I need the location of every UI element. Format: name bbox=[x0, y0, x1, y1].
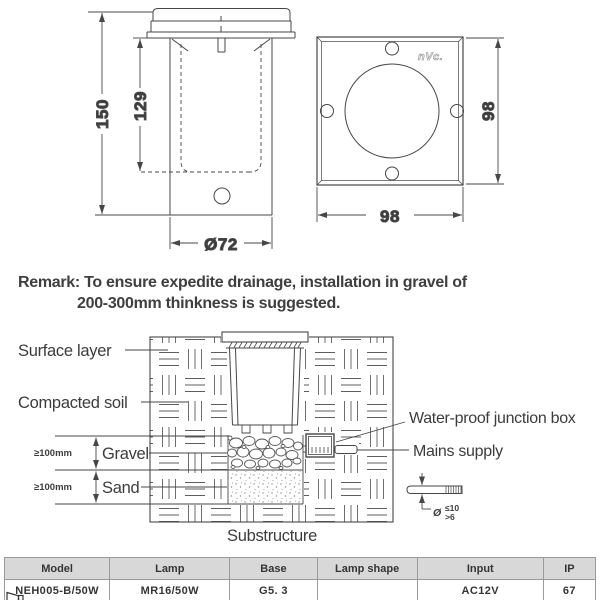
nvc-logo: nVc. bbox=[418, 51, 444, 63]
cell-input: AC12V bbox=[417, 580, 543, 600]
extension-lines bbox=[88, 12, 272, 249]
gravel-layer bbox=[228, 436, 303, 470]
label-mains-supply: Mains supply bbox=[413, 443, 503, 460]
side-view-drawing bbox=[88, 9, 295, 255]
label-gravel: Gravel bbox=[102, 445, 149, 463]
label-substructure: Substructure bbox=[227, 527, 317, 545]
dim-plate-height: 98 bbox=[479, 101, 498, 121]
remark-line-2: 200-300mm thinkness is suggested. bbox=[77, 295, 341, 312]
dimension-drawings bbox=[0, 0, 600, 265]
dimension-lines bbox=[102, 13, 271, 243]
spec-table-header-row bbox=[5, 558, 596, 580]
label-sand-min-depth: ≥100mm bbox=[34, 482, 72, 493]
inner-profile-dashed bbox=[141, 44, 261, 172]
lens-opening bbox=[345, 64, 439, 158]
header-input: Input bbox=[417, 558, 543, 580]
header-lamp-shape: Lamp shape bbox=[317, 558, 417, 580]
cell-ip: 67 bbox=[543, 580, 595, 600]
dim-diameter: Ø72 bbox=[204, 235, 238, 254]
label-gravel-min-depth: ≥100mm bbox=[34, 448, 72, 459]
label-compacted-soil: Compacted soil bbox=[18, 394, 128, 412]
dim-plate-width: 98 bbox=[380, 207, 400, 226]
remark-line-1: Remark: To ensure expedite drainage, installation in gravel of bbox=[18, 274, 467, 291]
cell-lamp: MR16/50W bbox=[110, 580, 230, 600]
cell-model: NEH005-B/50W bbox=[5, 580, 110, 600]
cell-lamp-shape bbox=[317, 580, 417, 600]
remark-note bbox=[18, 272, 578, 314]
dim-inner-depth: 129 bbox=[131, 91, 150, 121]
cell-base: G5. 3 bbox=[230, 580, 317, 600]
cable-thread-hatch bbox=[446, 486, 461, 494]
top-view-drawing bbox=[317, 37, 504, 226]
fixture-body bbox=[170, 38, 272, 215]
dim-overall-height: 150 bbox=[93, 99, 112, 129]
header-ip: IP bbox=[543, 558, 595, 580]
label-sand: Sand bbox=[102, 479, 140, 497]
label-cable-dia-max: ≤10 bbox=[445, 503, 460, 513]
fixture-cap bbox=[147, 9, 295, 39]
spec-table-data-row bbox=[5, 580, 596, 600]
spec-table bbox=[4, 557, 596, 600]
installation-diagram bbox=[0, 320, 600, 555]
label-junction-box: Water-proof junction box bbox=[409, 410, 576, 427]
label-surface-layer: Surface layer bbox=[18, 342, 112, 360]
header-lamp: Lamp bbox=[110, 558, 230, 580]
label-cable-dia-min: >6 bbox=[445, 512, 455, 522]
header-model: Model bbox=[5, 558, 110, 580]
header-base: Base bbox=[230, 558, 317, 580]
sand-layer bbox=[228, 470, 303, 504]
label-cable-dia-symbol: Ø bbox=[433, 507, 442, 519]
